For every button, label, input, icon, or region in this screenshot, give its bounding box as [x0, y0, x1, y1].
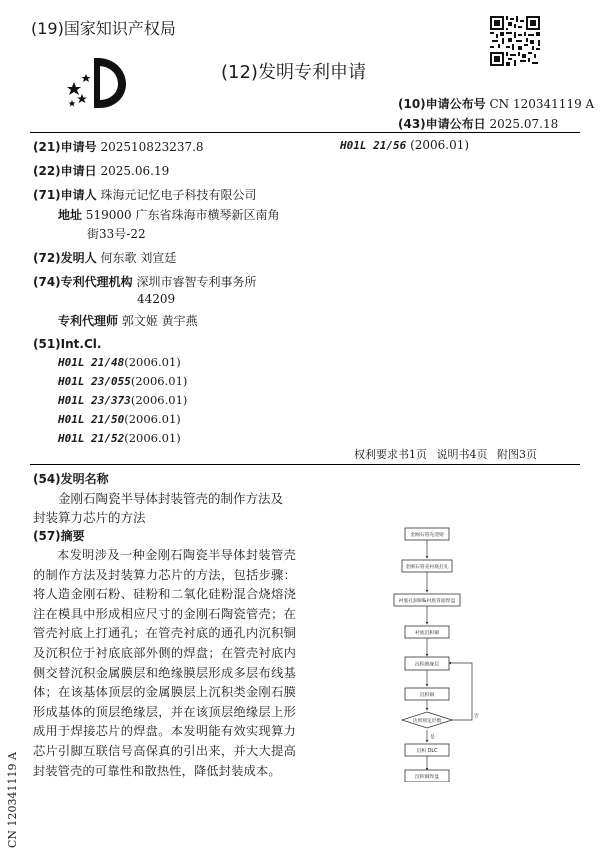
svg-text:金刚石管壳衬底打孔: 金刚石管壳衬底打孔	[405, 565, 449, 570]
application-date: (22)申请日 2025.06.19	[33, 164, 170, 178]
invention-title-line-1: 金刚石陶瓷半导体封装管壳的制作方法及	[58, 491, 284, 506]
int-cl-version: (2006.01)	[124, 412, 181, 426]
header-rule	[30, 132, 580, 133]
document-type: (12)发明专利申请	[221, 62, 366, 83]
process-flowchart	[380, 526, 500, 782]
inventors: (72)发明人 何东歌 刘宣廷	[33, 251, 177, 265]
svg-text:衬底孔洞铜&衬底背面焊盘: 衬底孔洞铜&衬底背面焊盘	[398, 599, 456, 604]
svg-text:沉积铜: 沉积铜	[419, 693, 435, 698]
svg-text:沉积绝缘层: 沉积绝缘层	[415, 662, 439, 668]
flow-step-8	[405, 744, 449, 756]
svg-text:沉积 DLC: 沉积 DLC	[416, 749, 438, 754]
int-cl-version: (2006.01)	[130, 393, 188, 407]
section-rule	[30, 464, 580, 465]
int-cl-code: H01L 21/48	[58, 356, 125, 369]
int-cl-label: (51)Int.Cl.	[33, 337, 102, 351]
qr-code	[490, 16, 540, 66]
int-cl-code: H01L 23/373	[58, 394, 131, 407]
int-cl-code: H01L 21/52	[58, 432, 125, 445]
svg-text:衬底沉积铜: 衬底沉积铜	[415, 631, 439, 636]
int-cl-code: H01L 23/055	[58, 375, 131, 388]
applicant: (71)申请人 珠海元记忆电子科技有限公司	[33, 188, 257, 202]
svg-text:沉积铜焊盘: 沉积铜焊盘	[415, 775, 439, 780]
flow-decision	[402, 712, 452, 728]
main-classification: H01L 21/56 (2006.01)	[340, 138, 470, 152]
int-cl-row	[58, 355, 181, 369]
address: 地址 519000 广东省珠海市横琴新区南角	[58, 208, 280, 222]
int-cl-row	[58, 431, 181, 445]
invention-title-line-2: 封装算力芯片的方法	[33, 510, 146, 525]
int-cl-row	[58, 412, 181, 426]
svg-text:达到预定层数: 达到预定层数	[412, 719, 442, 724]
invention-title-label: (54)发明名称	[33, 472, 109, 486]
abstract-label: (57)摘要	[33, 529, 85, 543]
patent-agency: (74)专利代理机构 深圳市睿智专利事务所	[33, 275, 257, 289]
flow-step-1	[405, 528, 449, 540]
int-cl-version: (2006.01)	[130, 374, 188, 388]
int-cl-version: (2006.01)	[124, 431, 181, 445]
publication-number: (10)申请公布号 CN 120341119 A	[398, 97, 595, 111]
svg-text:金刚石管壳浇铸: 金刚石管壳浇铸	[410, 533, 444, 538]
address-line-2: 街33号-22	[87, 227, 146, 241]
int-cl-version: (2006.01)	[124, 355, 181, 369]
flow-step-6	[405, 688, 449, 700]
int-cl-code: H01L 21/50	[58, 413, 125, 426]
flow-step-4	[405, 626, 449, 638]
pages-summary: 权利要求书1页 说明书4页 附图3页	[354, 448, 537, 461]
publication-date: (43)申请公布日 2025.07.18	[398, 117, 559, 131]
flow-step-3	[394, 594, 460, 606]
flow-step-5	[405, 657, 449, 670]
side-publication-id: CN 120341119 A	[6, 752, 19, 848]
flow-yes-label: 是	[430, 735, 435, 740]
flow-step-9	[405, 770, 449, 782]
agency-code: 44209	[137, 292, 176, 306]
int-cl-row	[58, 393, 187, 407]
abstract-text: 本发明涉及一种金刚石陶瓷半导体封装管壳的制作方法及封装算力芯片的方法，包括步骤：将人造金刚石粉、硅粉和二氧化硅粉混合烧熔浇注在模具中形成相应尺寸的金刚石陶瓷管壳；在管壳衬底上打通孔；在管壳衬底的通孔内沉积铜及沉积位于衬底底部外侧的焊盘；在管壳衬底内侧交替沉积金属膜层和绝缘膜层形成多层布线基体；在该基体顶层的金属膜层上沉积类金刚石膜形成基体的顶层绝缘层，并在该顶层绝缘层上形成用于焊接芯片的焊盘。本发明能有效实现算力芯片引脚互联信号高保真的引出来，并大大提高封装管壳的可靠性和散热性，降低封装成本。	[33, 548, 296, 778]
int-cl-row	[58, 374, 187, 388]
cnipa-logo-icon	[64, 54, 130, 110]
office-name: (19)国家知识产权局	[31, 19, 176, 38]
flow-step-2	[402, 560, 452, 572]
flow-no-label: 否	[474, 714, 479, 719]
patent-agent: 专利代理师 郭文姬 黄宇燕	[58, 314, 198, 328]
application-number: (21)申请号 202510823237.8	[33, 140, 204, 154]
